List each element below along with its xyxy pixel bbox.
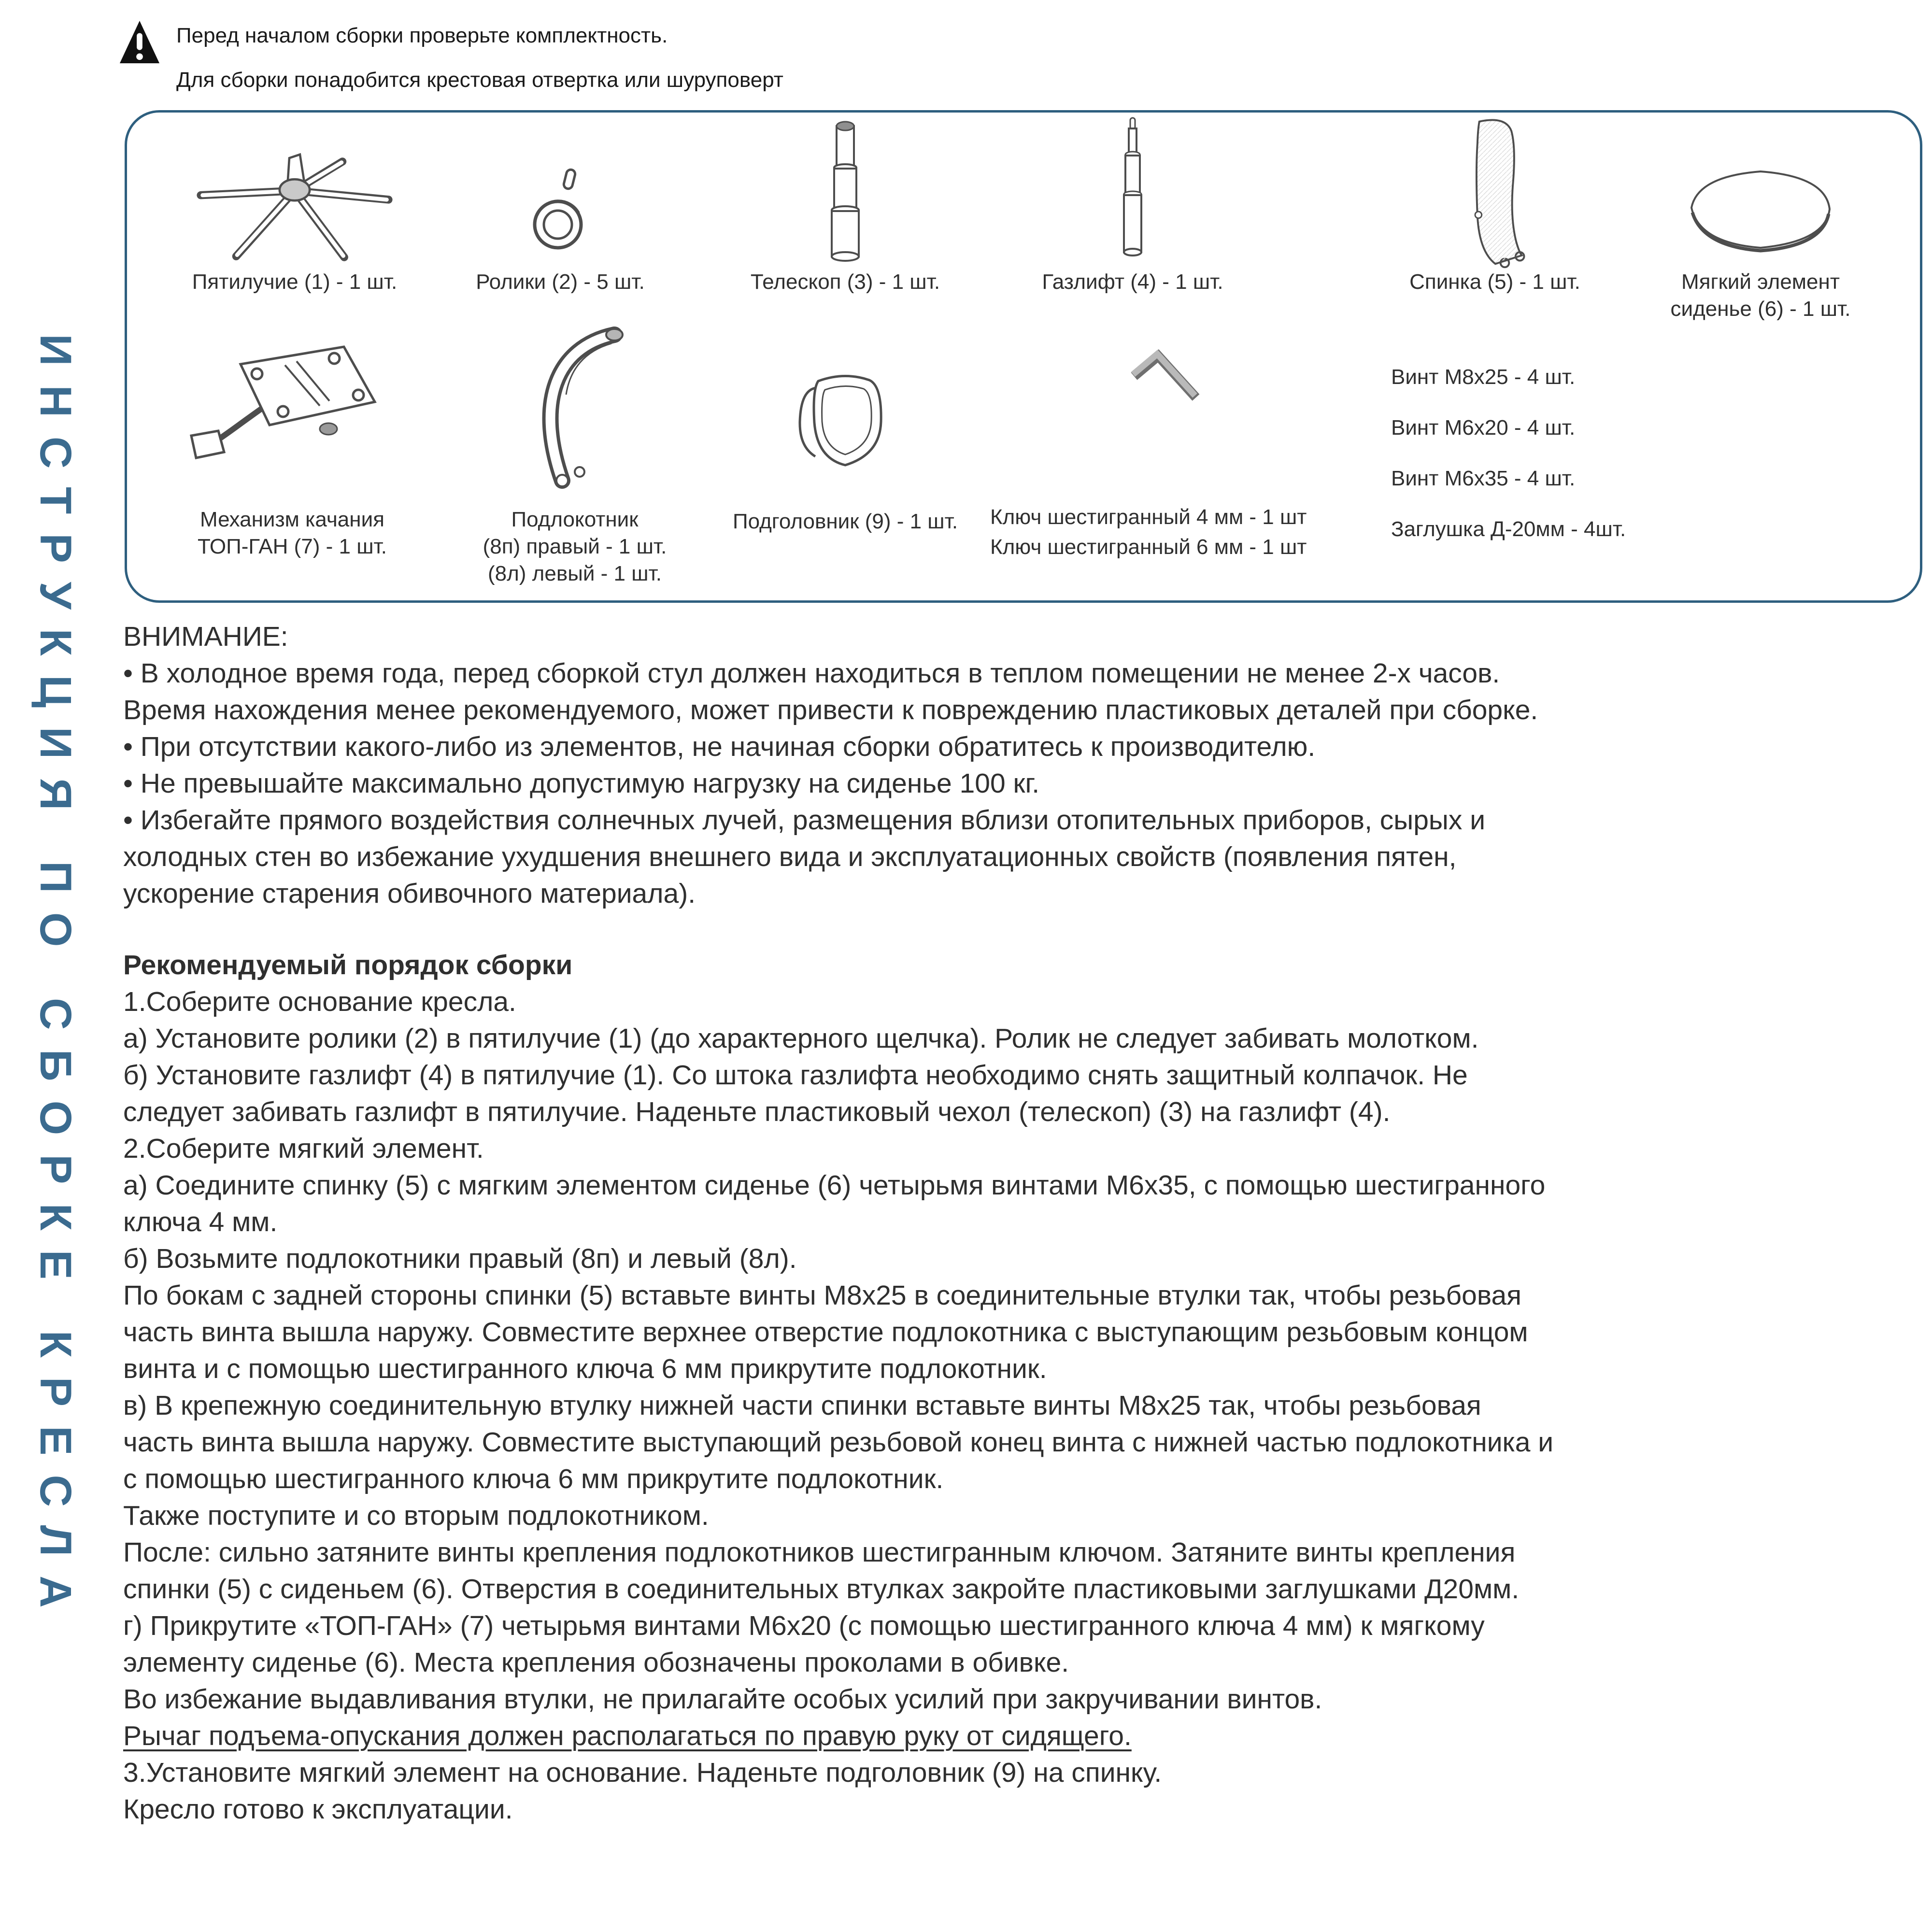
text-line: г) Прикрутите «ТОП-ГАН» (7) четырьмя винтами М6х20 (с помощью шестигранного ключа 4 мм) к мягкому	[123, 1610, 1485, 1641]
text-line: После: сильно затяните винты крепления подлокотников шестигранным ключом. Затяните винты крепления	[123, 1537, 1516, 1568]
part-label-five-star: Пятилучие (1) - 1 шт.	[192, 270, 398, 294]
warning-triangle-icon	[118, 18, 161, 67]
warning-line: Для сборки понадобится крестовая отвертка или шуруповерт	[176, 68, 783, 92]
text-line-underlined: Рычаг подъема-опускания должен располагаться по правую руку от сидящего.	[123, 1720, 1132, 1751]
part-label-gas-lift: Газлифт (4) - 1 шт.	[1042, 270, 1223, 294]
part-label-hex-keys	[990, 502, 1449, 562]
armrest-icon	[512, 321, 642, 500]
part-label-headrest: Подголовник (9) - 1 шт.	[732, 510, 958, 533]
top-warning	[176, 14, 783, 102]
text-line: элементу сиденье (6). Места крепления обозначены проколами в обивке.	[123, 1647, 1069, 1678]
five-star-base-icon	[188, 145, 401, 263]
text-line: По бокам с задней стороны спинки (5) вставьте винты М8х25 в соединительные втулки так, чтобы резьбовая	[123, 1280, 1522, 1311]
gas-lift-icon	[1117, 116, 1149, 261]
part-label-backrest: Спинка (5) - 1 шт.	[1409, 270, 1580, 294]
text-line: винта и с помощью шестигранного ключа 6 мм прикрутите подлокотник.	[123, 1353, 1047, 1384]
text-line: • В холодное время года, перед сборкой стул должен находиться в теплом помещении не менее 2-х часов.	[123, 658, 1500, 689]
part-label-line: Мягкий элемент	[1681, 270, 1840, 294]
part-label-line: сиденье (6) - 1 шт.	[1670, 297, 1851, 321]
text-line: ключа 4 мм.	[123, 1207, 278, 1237]
caster-icon	[531, 167, 589, 263]
text-line: с помощью шестигранного ключа 6 мм прикрутите подлокотник.	[123, 1463, 944, 1494]
part-label-line: ТОП-ГАН (7) - 1 шт.	[197, 535, 387, 558]
text-line: 1.Соберите основание кресла.	[123, 986, 516, 1017]
tilt-mechanism-icon	[184, 333, 401, 493]
instructions-text	[123, 618, 1910, 1828]
part-label-telescope: Телескоп (3) - 1 шт.	[750, 270, 940, 294]
text-line: • При отсутствии какого-либо из элементов, не начиная сборки обратитесь к производителю.	[123, 731, 1316, 762]
assembly-title: Рекомендуемый порядок сборки	[123, 950, 573, 980]
text-line: в) В крепежную соединительную втулку нижней части спинки вставьте винты М8х25 так, чтобы резьбовая	[123, 1390, 1481, 1421]
part-label-line: (8л) левый - 1 шт.	[488, 562, 662, 585]
text-line: б) Установите газлифт (4) в пятилучие (1). Со штока газлифта необходимо снять защитный колпачок. Не	[123, 1060, 1468, 1091]
headrest-icon	[787, 365, 898, 488]
text-line: часть винта вышла наружу. Совместите верхнее отверстие подлокотника с выступающим резьбовым концом	[123, 1317, 1528, 1348]
text-line: Также поступите и со вторым подлокотником.	[123, 1500, 709, 1531]
text-line: 2.Соберите мягкий элемент.	[123, 1133, 484, 1164]
attention-title: ВНИМАНИЕ:	[123, 621, 288, 652]
spacer	[123, 912, 1910, 947]
part-label-line: Ключ шестигранный 4 мм - 1 шт	[990, 505, 1307, 529]
part-label-casters: Ролики (2) - 5 шт.	[476, 270, 645, 294]
seat-icon	[1681, 162, 1840, 258]
part-label-line: (8п) правый - 1 шт.	[483, 535, 667, 558]
text-line: Кресло готово к эксплуатации.	[123, 1794, 513, 1825]
telescope-icon	[824, 118, 867, 263]
text-line: а) Установите ролики (2) в пятилучие (1) (до характерного щелчка). Ролик не следует забивать молотком.	[123, 1023, 1479, 1054]
part-label-seat	[1591, 269, 1930, 323]
text-line: спинки (5) с сиденьем (6). Отверстия в соединительных втулках закройте пластиковыми заглушками Д20мм.	[123, 1574, 1520, 1605]
part-label-line: Ключ шестигранный 6 мм - 1 шт	[990, 535, 1307, 559]
hex-key-icon	[1121, 345, 1208, 432]
part-label-line: Подлокотник	[511, 508, 639, 531]
part-label-line: Механизм качания	[200, 508, 384, 531]
text-line: ускорение старения обивочного материала).	[123, 878, 696, 909]
text-line: • Не превышайте максимально допустимую нагрузку на сиденье 100 кг.	[123, 768, 1040, 799]
hardware-item: Заглушка Д-20мм - 4шт.	[1391, 517, 1626, 541]
text-line: Время нахождения менее рекомендуемого, может привести к повреждению пластиковых деталей при сборке.	[123, 695, 1538, 725]
backrest-icon	[1449, 115, 1541, 270]
hardware-item: Винт М8х25 - 4 шт.	[1391, 365, 1576, 389]
text-line: следует забивать газлифт в пятилучие. Наденьте пластиковый чехол (телескоп) (3) на газлифт (4).	[123, 1096, 1391, 1127]
hardware-item: Винт М6х20 - 4 шт.	[1391, 416, 1576, 440]
hardware-list	[1391, 352, 1826, 554]
text-line: Во избежание выдавливания втулки, не прилагайте особых усилий при закручивании винтов.	[123, 1684, 1322, 1715]
text-line: холодных стен во избежание ухудшения внешнего вида и эксплуатационных свойств (появления пятен,	[123, 841, 1457, 872]
text-line: • Избегайте прямого воздействия солнечных лучей, размещения вблизи отопительных приборов, сырых и	[123, 805, 1486, 836]
text-line: 3.Установите мягкий элемент на основание. Наденьте подголовник (9) на спинку.	[123, 1757, 1162, 1788]
text-line: часть винта вышла наружу. Совместите выступающий резьбовой конец винта с нижней частью подлокотника и	[123, 1427, 1554, 1458]
text-line: а) Соедините спинку (5) с мягким элементом сиденье (6) четырьмя винтами М6х35, с помощью шестигранного	[123, 1170, 1546, 1201]
text-line: б) Возьмите подлокотники правый (8п) и левый (8л).	[123, 1243, 797, 1274]
hardware-item: Винт М6х35 - 4 шт.	[1391, 467, 1576, 490]
warning-line: Перед началом сборки проверьте комплектность.	[176, 24, 668, 47]
vertical-page-title: ИНСТРУКЦИЯ ПО СБОРКЕ КРЕСЛА	[31, 334, 80, 1627]
